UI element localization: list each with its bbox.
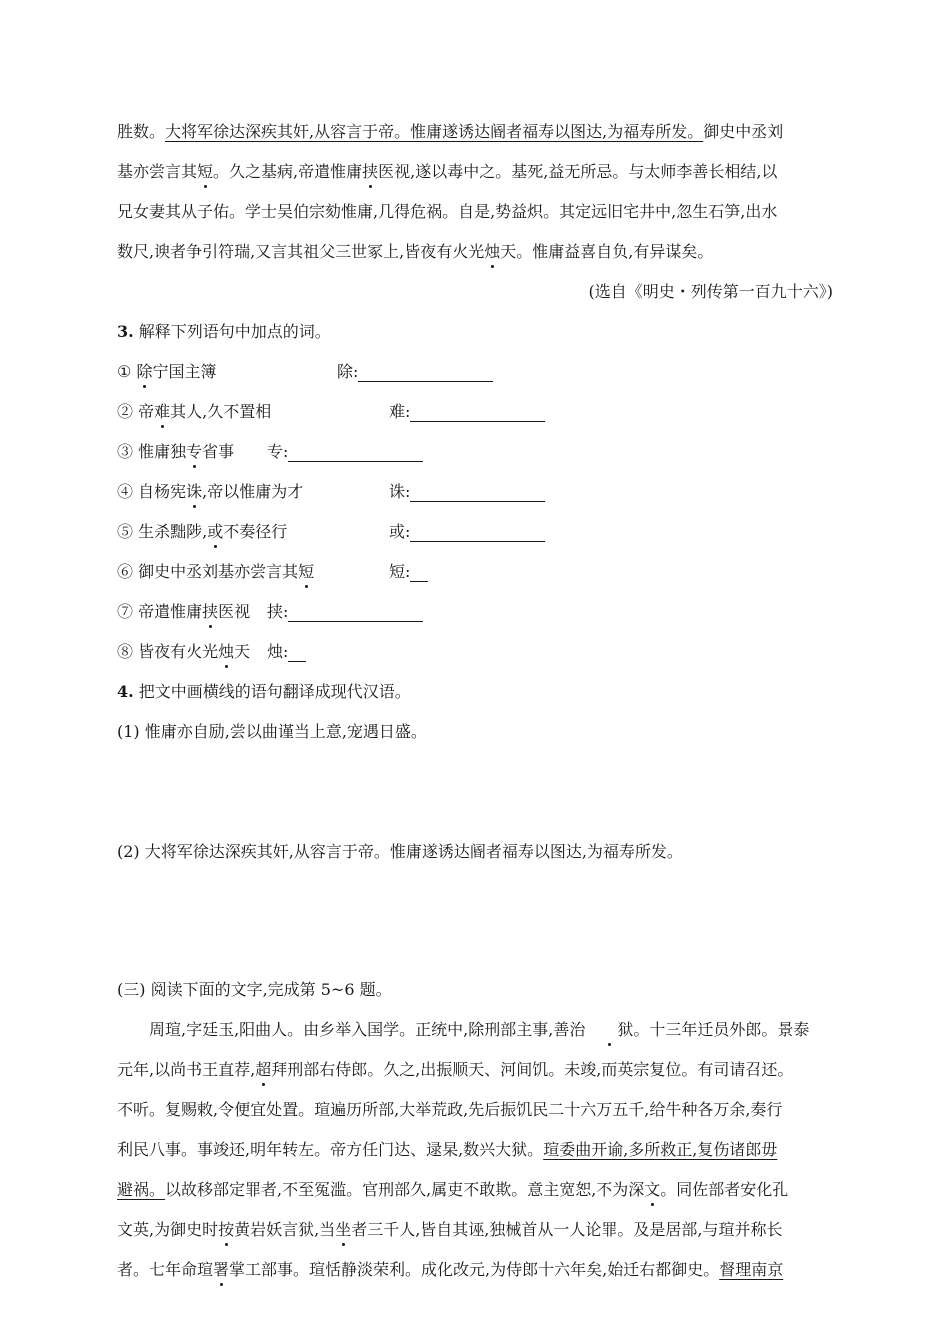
answer-label: 挟: — [267, 602, 289, 621]
q3-item — [117, 512, 835, 552]
passage3-line-2 — [117, 1050, 835, 1090]
answer-blank[interactable] — [410, 563, 428, 582]
question-number: 3. — [117, 322, 134, 341]
answer-blank[interactable] — [288, 643, 306, 662]
text: 拜刑部右侍郎。久之,出振顺天、河间饥。未竣,而英宗复位。有司请召还。 — [271, 1060, 794, 1079]
underlined-sentence: 督理南京 — [719, 1260, 784, 1279]
text: ④ 自杨宪 — [117, 482, 187, 501]
answer-blank[interactable] — [358, 363, 493, 382]
question-text: 把文中画横线的语句翻译成现代汉语。 — [133, 682, 411, 701]
answer-blank[interactable] — [410, 523, 545, 542]
dotted-word: 坐 — [335, 1210, 351, 1250]
text: 。久之基病,帝遣惟庸 — [213, 162, 363, 181]
dotted-word: 挟 — [362, 152, 378, 192]
question-text: 解释下列语句中加点的词。 — [133, 322, 331, 341]
text: 元年,以尚书王直荐, — [117, 1060, 256, 1079]
dotted-word: 诛 — [186, 472, 202, 512]
passage3-line-5 — [117, 1170, 835, 1210]
text: 利民八事。事竣还,明年转左。帝方任门达、逯杲,数兴大狱。 — [117, 1140, 544, 1159]
text: 其人,久不置相 — [170, 402, 272, 421]
question-4-title — [117, 672, 835, 712]
text: ① — [117, 362, 137, 381]
dotted-word: 或 — [207, 512, 223, 552]
text: 黄岩妖言狱,当 — [234, 1220, 336, 1239]
dotted-word: 烛 — [218, 632, 234, 672]
dotted-word: 除 — [136, 352, 152, 392]
passage-line-4 — [117, 232, 835, 272]
q3-item-sentence — [117, 632, 267, 672]
dotted-word: 按 — [218, 1210, 234, 1250]
answer-space[interactable] — [117, 752, 835, 832]
dotted-word: 挟 — [202, 592, 218, 632]
answer-blank[interactable] — [410, 483, 545, 502]
text: ② 帝 — [117, 402, 155, 421]
text: ③ 惟庸独 — [117, 442, 187, 461]
text: 医视,遂以毒中之。基死,益无所忌。与太师李善长相结,以 — [378, 162, 778, 181]
q3-item — [117, 632, 835, 672]
text: 胜数。 — [117, 122, 166, 141]
answer-space[interactable] — [117, 872, 835, 970]
question-3-items — [117, 352, 835, 672]
text: ⑤ 生杀黜陟, — [117, 522, 208, 541]
underlined-sentence: 避祸。 — [117, 1180, 166, 1199]
q3-item — [117, 552, 835, 592]
dotted-word: 文 — [644, 1170, 660, 1210]
passage-line-2 — [117, 152, 835, 192]
q3-item-sentence — [117, 352, 337, 392]
answer-label: 或: — [389, 522, 411, 541]
text: 不奏径行 — [223, 522, 288, 541]
q3-item — [117, 352, 835, 392]
dotted-word: 烛 — [484, 232, 500, 272]
text: 文英,为御史时 — [117, 1220, 219, 1239]
text: 御史中丞刘 — [703, 122, 784, 141]
section-3-intro: (三) 阅读下面的文字,完成第 5~6 题。 — [117, 980, 392, 999]
passage3-line-3: 不听。复赐敕,令便宜处置。瑄遍历所部,大举荒政,先后振饥民二十六万五千,给牛种各万余,奏行 — [117, 1100, 783, 1119]
text: 者。七年命瑄 — [117, 1260, 214, 1279]
text: 宁国主簿 — [152, 362, 217, 381]
answer-blank[interactable] — [288, 603, 423, 622]
q3-item-sentence — [117, 472, 389, 512]
answer-label: 难: — [389, 402, 411, 421]
question-number: 4. — [117, 682, 134, 701]
text: 天 — [234, 642, 251, 661]
underlined-sentence: 大将军徐达深疾其奸,从容言于帝。惟庸遂诱达阍者福寿以图达,为福寿所发。 — [165, 122, 704, 141]
passage3-line-4 — [117, 1130, 835, 1170]
q3-item-sentence — [117, 392, 389, 432]
text: 以故移部定罪者,不至冤滥。官刑部久,属吏不敢欺。意主宽恕,不为深 — [165, 1180, 645, 1199]
document-page — [117, 112, 835, 1290]
dotted-word: 短 — [298, 552, 314, 592]
answer-label: 专: — [267, 442, 289, 461]
answer-label: 除: — [337, 362, 359, 381]
answer-label: 诛: — [389, 482, 411, 501]
passage3-line-7 — [117, 1250, 835, 1290]
text: ⑦ 帝遣惟庸 — [117, 602, 203, 621]
dotted-word: 难 — [154, 392, 170, 432]
q3-item — [117, 472, 835, 512]
text: ⑧ 皆夜有火光 — [117, 642, 219, 661]
text: 省事 — [202, 442, 235, 461]
text: 基亦尝言其 — [117, 162, 198, 181]
question-3-title — [117, 312, 835, 352]
answer-label: 烛: — [267, 642, 289, 661]
q3-item-sentence — [117, 432, 267, 472]
dotted-word: 署 — [213, 1250, 229, 1290]
passage-line-3: 兄女妻其从子佑。学士吴伯宗劾惟庸,几得危祸。自是,势益炽。其定远旧宅井中,忽生石笋,出水 — [117, 202, 778, 221]
text: 掌工部事。瑄恬静淡荣利。成化改元,为侍郎十六年矣,始迁右都御史。 — [229, 1260, 720, 1279]
q3-item — [117, 592, 835, 632]
source-citation: (选自《明史・列传第一百九十六》) — [588, 282, 833, 301]
dotted-word: 短 — [197, 152, 213, 192]
text: ,帝以惟庸为才 — [202, 482, 304, 501]
text: 天。惟庸益喜自负,有异谋矣。 — [500, 242, 714, 261]
text: 数尺,谀者争引符瑞,又言其祖父三世冢上,皆夜有火光 — [117, 242, 485, 261]
q3-item-sentence — [117, 512, 389, 552]
answer-blank[interactable] — [410, 403, 545, 422]
text: ⑥ 御史中丞刘基亦尝言其 — [117, 562, 299, 581]
q3-item — [117, 432, 835, 472]
text: 。同佐部者安化孔 — [660, 1180, 789, 1199]
text: 周瑄,字廷玉,阳曲人。由乡举入国学。正统中,除刑部主事,善治 — [149, 1020, 586, 1039]
q3-item-sentence — [117, 592, 267, 632]
q3-item — [117, 392, 835, 432]
dotted-word: 狱 — [585, 1010, 633, 1050]
dotted-word: 专 — [186, 432, 202, 472]
text: 。十三年迁员外郎。景泰 — [633, 1020, 810, 1039]
answer-blank[interactable] — [288, 443, 423, 462]
underlined-sentence: 瑄委曲开谕,多所救正,复伤诸郎毋 — [543, 1140, 778, 1159]
passage-line-1 — [117, 112, 835, 152]
answer-label: 短: — [389, 562, 411, 581]
q3-item-sentence — [117, 552, 389, 592]
passage3-line-1 — [117, 1010, 835, 1050]
dotted-word: 超 — [255, 1050, 271, 1090]
text: 者三千人,皆自其诬,独械首从一人论罪。及是居部,与瑄并称长 — [351, 1220, 783, 1239]
text: 医视 — [218, 602, 251, 621]
translation-item-1: (1) 惟庸亦自励,尝以曲谨当上意,宠遇日盛。 — [117, 722, 427, 741]
passage3-line-6 — [117, 1210, 835, 1250]
translation-item-2: (2) 大将军徐达深疾其奸,从容言于帝。惟庸遂诱达阍者福寿以图达,为福寿所发。 — [117, 842, 683, 861]
